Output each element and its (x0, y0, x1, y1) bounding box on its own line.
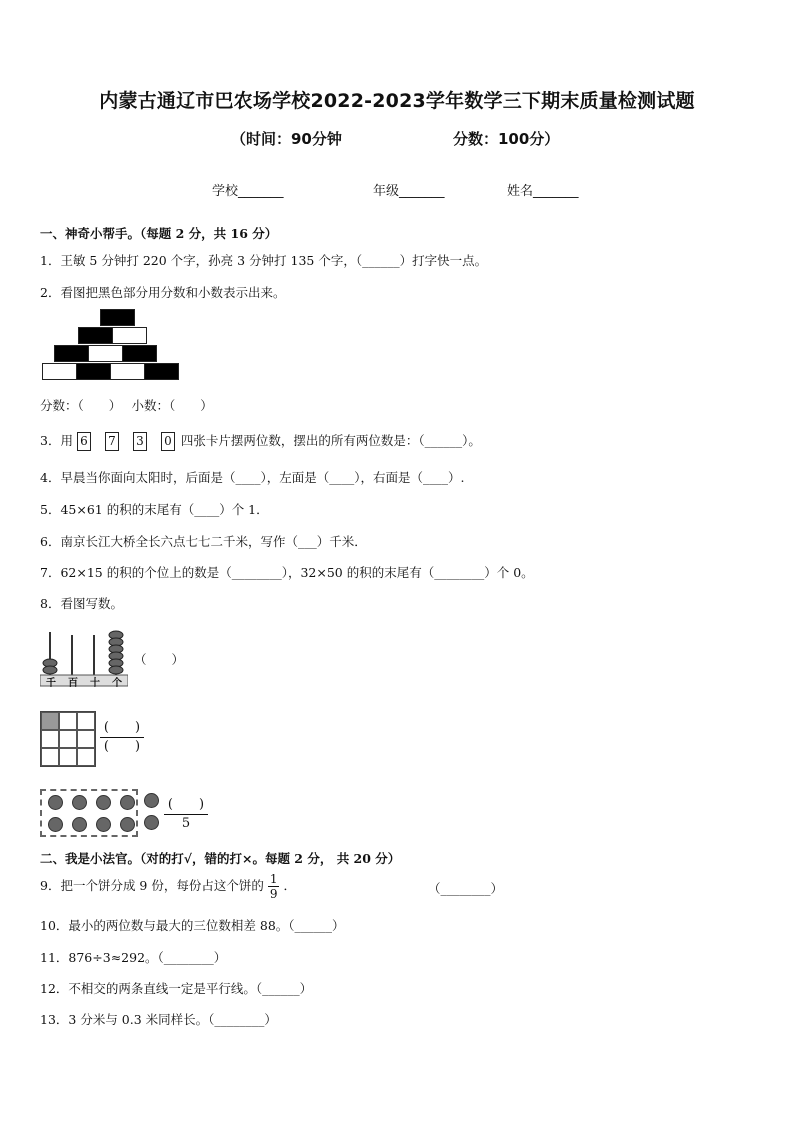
abacus-answer: （ ） (134, 652, 185, 667)
question-9-end: ． (283, 878, 296, 893)
question-8: 8．看图写数。 (40, 596, 123, 611)
digit-card: 7 (105, 432, 119, 451)
grid-fraction (100, 719, 144, 756)
abacus-label: 千 (46, 678, 56, 689)
fraction-denominator: 9 (269, 887, 278, 901)
grade-field: 年级_______ (373, 184, 445, 199)
dot (144, 793, 159, 808)
abacus-label: 个 (112, 678, 122, 689)
grid-figure (40, 711, 96, 767)
digit-card: 0 (161, 432, 175, 451)
question-3 (40, 431, 481, 451)
dot (72, 817, 87, 832)
digit-card: 6 (77, 432, 91, 451)
dot (48, 817, 63, 832)
school-field: 学校_______ (212, 184, 284, 199)
question-5: 5．45×61 的积的末尾有（____）个 1． (40, 502, 269, 517)
grid-fraction-denominator: ( ) (103, 739, 141, 754)
dot (144, 815, 159, 830)
dot (120, 795, 135, 810)
question-2-answer: 分数：（ ） 小数：（ ） (40, 398, 213, 413)
dot (48, 795, 63, 810)
abacus-figure (40, 627, 128, 687)
question-2: 2．看图把黑色部分用分数和小数表示出来。 (40, 285, 286, 300)
question-9-blank: （________） (428, 881, 504, 896)
dot (96, 817, 111, 832)
dots-fraction-denominator: 5 (181, 816, 191, 831)
page-title: 内蒙古通辽市巴农场学校2022-2023学年数学三下期末质量检测试题 (99, 90, 695, 112)
dot (96, 795, 111, 810)
abacus-label: 百 (68, 678, 78, 689)
fraction-one-ninth (268, 872, 280, 901)
question-13: 13．3 分米与 0.3 米同样长。（________） (40, 1012, 277, 1027)
fraction-numerator: 1 (269, 872, 278, 886)
name-field: 姓名_______ (507, 184, 579, 199)
brick-pyramid-figure (42, 309, 182, 381)
abacus-label: 十 (90, 678, 100, 689)
section-1-heading: 一、神奇小帮手。（每题 2 分，共 16 分） (40, 226, 278, 241)
dot (120, 817, 135, 832)
dots-fraction-numerator: ( ) (164, 796, 208, 815)
question-12: 12．不相交的两条直线一定是平行线。（______） (40, 981, 313, 996)
question-1: 1．王敏 5 分钟打 220 个字，孙亮 3 分钟打 135 个字，（______）打字快一点。 (40, 253, 488, 268)
question-3-suffix: 四张卡片摆两位数，摆出的所有两位数是：（______）。 (180, 433, 481, 448)
question-6: 6．南京长江大桥全长六点七七二千米，写作（___）千米． (40, 534, 367, 549)
dots-group-box (40, 789, 138, 837)
exam-time: （时间：90分钟 (231, 130, 342, 148)
digit-card: 3 (133, 432, 147, 451)
question-7: 7．62×15 的积的个位上的数是（________），32×50 的积的末尾有（________）个 0。 (40, 565, 534, 580)
section-2-heading: 二、我是小法官。（对的打√，错的打×。每题 2 分， 共 20 分） (40, 851, 401, 866)
question-9-text: 9．把一个饼分成 9 份，每份占这个饼的 (40, 878, 264, 893)
dot (72, 795, 87, 810)
question-10: 10．最小的两位数与最大的三位数相差 88。（______） (40, 918, 345, 933)
grid-fraction-numerator: ( ) (100, 719, 144, 738)
exam-score: 分数：100分） (453, 130, 560, 148)
question-9 (40, 872, 296, 901)
question-3-prefix: 3．用 (40, 433, 73, 448)
question-4: 4．早晨当你面向太阳时，后面是（____），左面是（____），右面是（____）. (40, 470, 465, 485)
dots-fraction (164, 796, 208, 833)
question-11: 11．876÷3≈292。（________） (40, 950, 227, 965)
